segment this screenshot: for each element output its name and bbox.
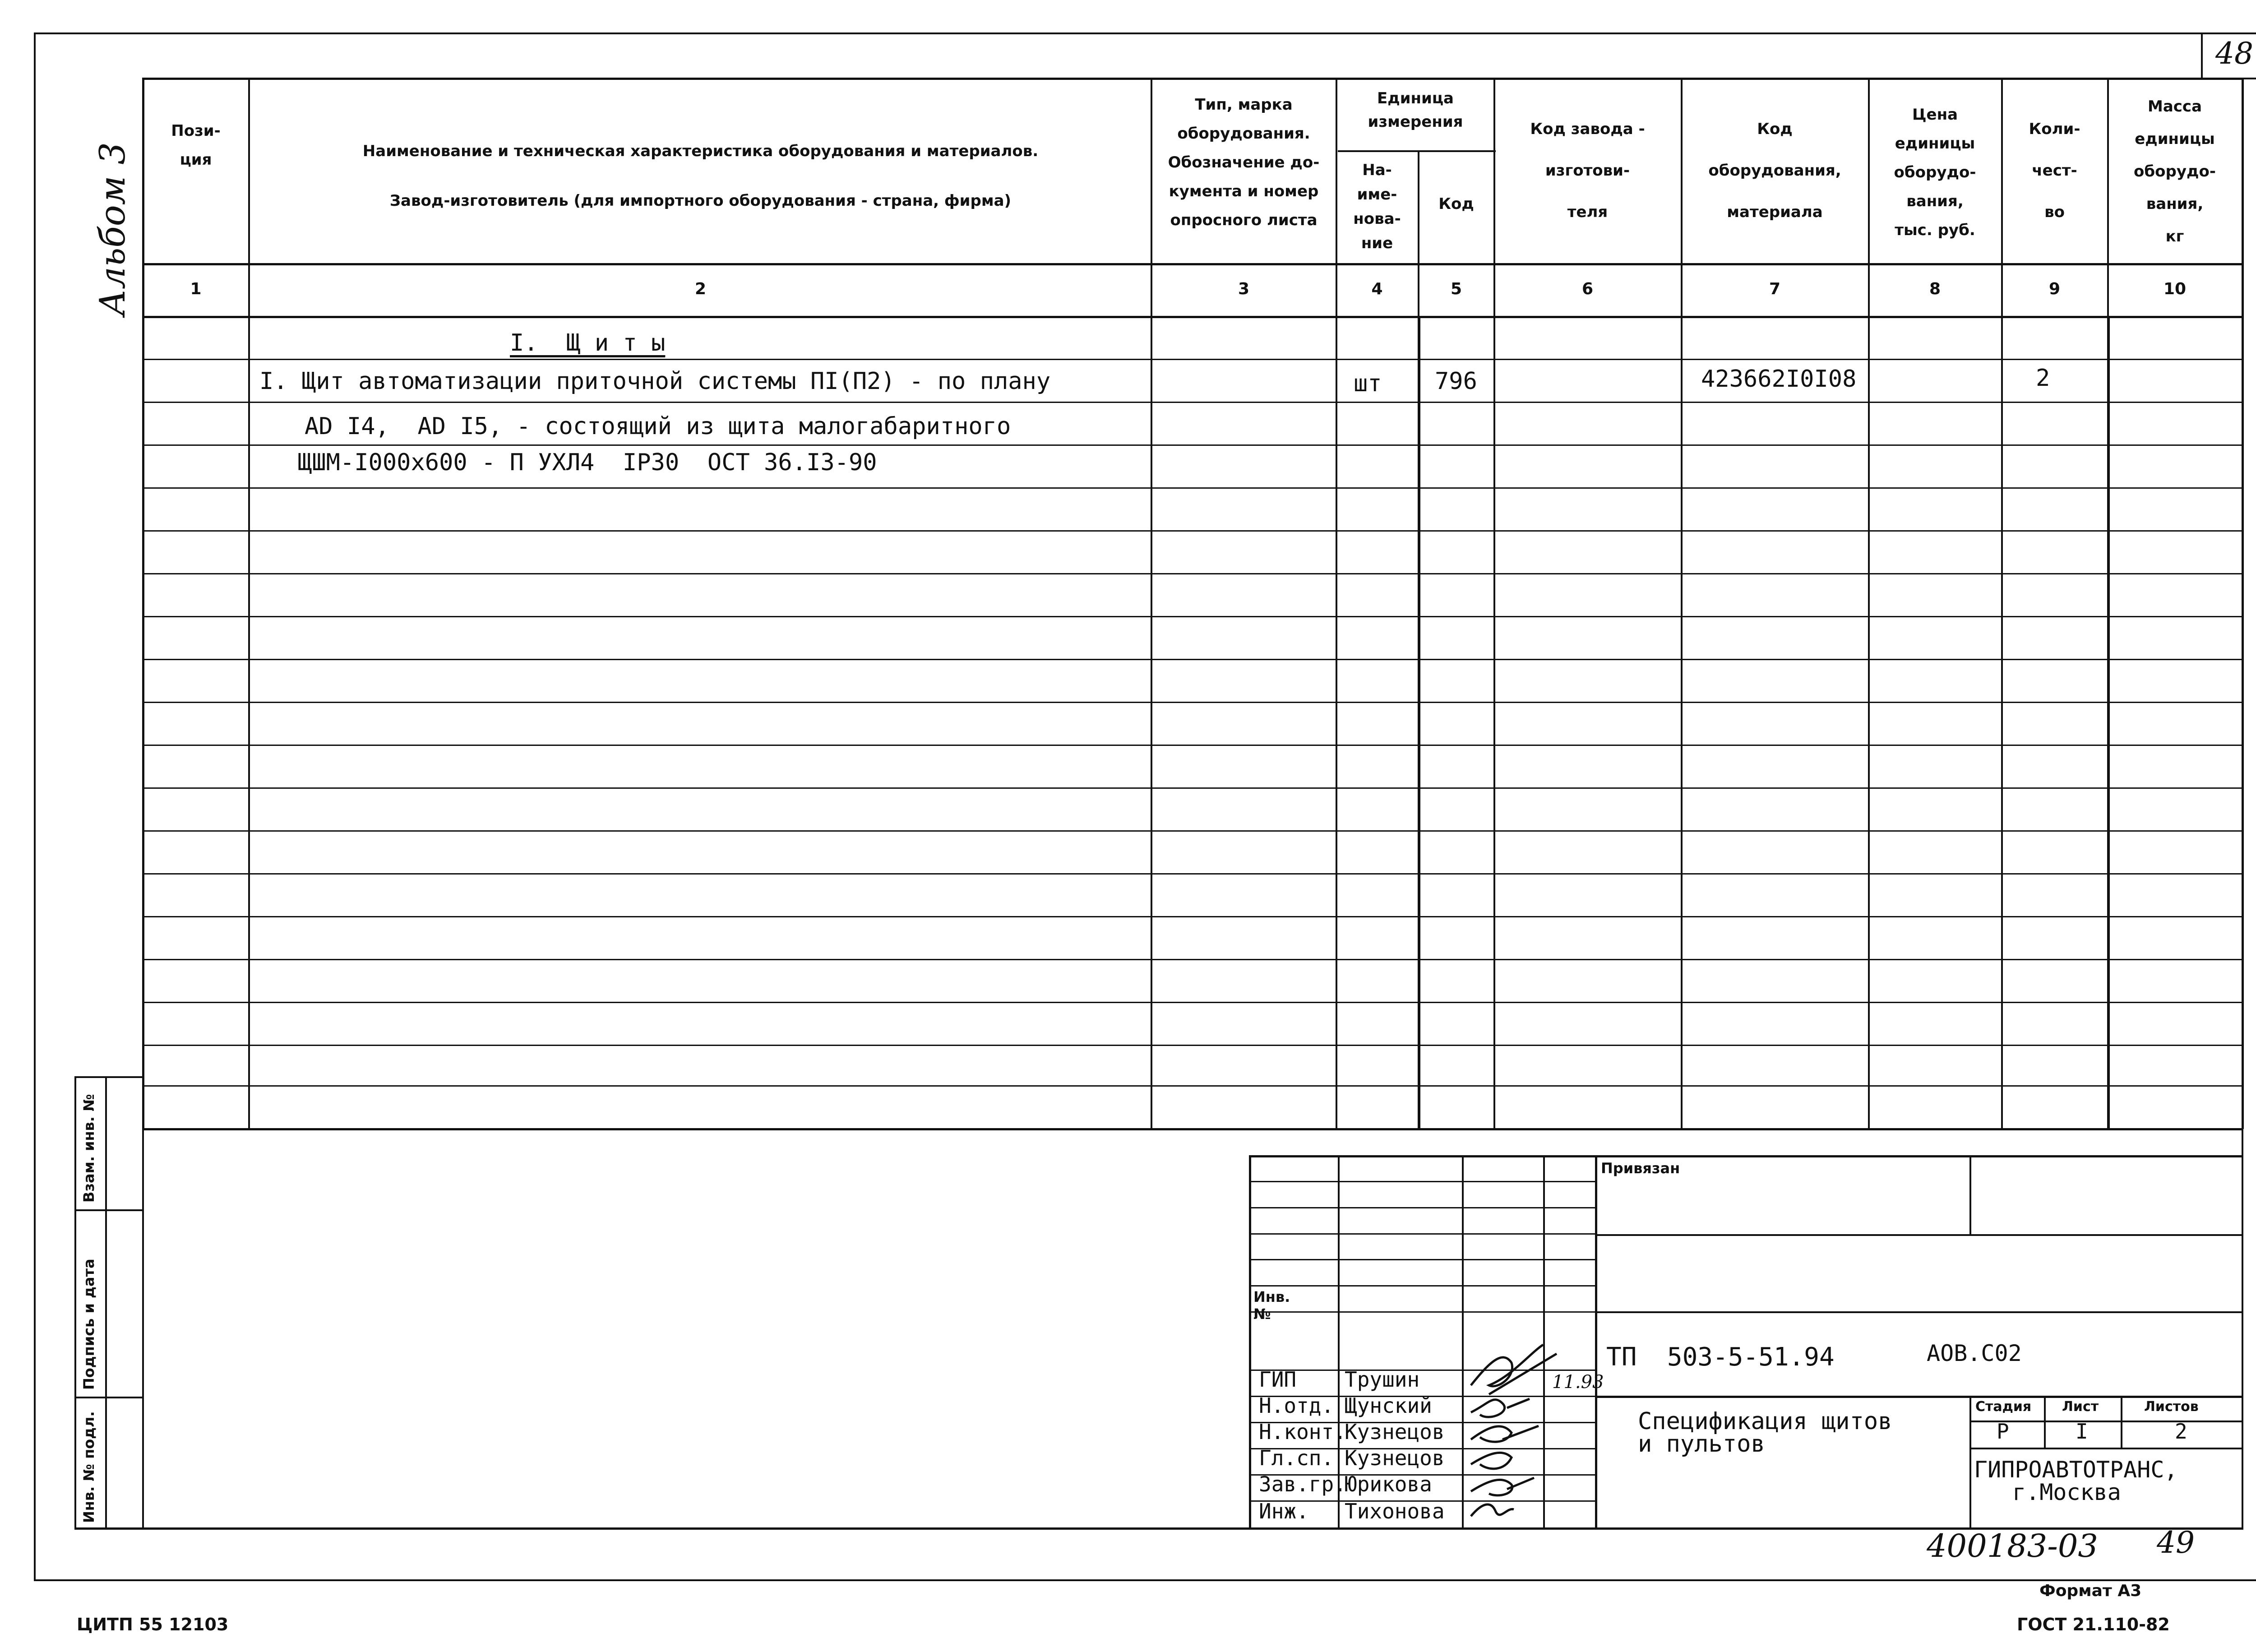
col6-header: Код завода - изготови- теля [1530, 120, 1645, 221]
format-label: Формат А3 [2039, 1582, 2142, 1600]
page-number-box-left [2201, 32, 2203, 79]
inv-no-label: Инв. № [1253, 1288, 1290, 1323]
stamp-podpis-data: Подпись и дата [80, 1259, 97, 1390]
col8-header: Цена единицы оборудо- вания, тыс. руб. [1894, 106, 1976, 239]
page-number: 48 [2215, 36, 2253, 71]
col4-header: На- име- нова- ние [1353, 161, 1401, 252]
sig-name-6: Тихонова [1345, 1499, 1445, 1523]
item-line-3: ЩШМ-I000х600 - П УХЛ4 IP30 ОСТ 36.I3-90 [298, 449, 877, 476]
sig-role-2: Н.отд. [1259, 1393, 1334, 1418]
section-title: I. Щ и т ы [510, 329, 666, 356]
col-number-10: 10 [2163, 280, 2187, 298]
col-number-5: 5 [1450, 280, 1462, 298]
privyazan-label: Привязан [1601, 1160, 1680, 1177]
signature-scribbles [1462, 1336, 1597, 1525]
sheets-label: Листов [2144, 1399, 2199, 1415]
sig-role-3: Н.конт. [1259, 1420, 1346, 1444]
unit-group-header: Единица измерения [1368, 89, 1463, 131]
sig-name-4: Кузнецов [1345, 1446, 1445, 1470]
equipment-code: 423662I0I08 [1701, 366, 1857, 393]
bottom-area-top [142, 1128, 2243, 1130]
sheet-value: I [2076, 1419, 2088, 1444]
col2-header: Наименование и техническая характеристика оборудования и материалов. Завод-изготовитель (для импортного оборудования - страна, фирма) [362, 142, 1039, 210]
unit-code: 796 [1435, 368, 1477, 395]
col-number-7: 7 [1769, 280, 1781, 298]
bottom-area-left [142, 1128, 144, 1528]
bottom-left-code: ЦИТП 55 12103 [77, 1615, 229, 1634]
handwritten-page: 49 [2157, 1525, 2195, 1560]
bottom-area-right [2242, 1128, 2243, 1528]
item-line-2: AD I4, AD I5, - состоящий из щита малогабаритного [305, 413, 1011, 440]
stage-label: Стадия [1975, 1399, 2032, 1415]
frame-bottom [34, 1579, 2256, 1581]
col5-header: Код [1438, 195, 1474, 213]
col-number-3: 3 [1238, 280, 1250, 298]
frame-top [34, 32, 2256, 34]
sig-role-6: Инж. [1259, 1499, 1309, 1523]
stamp-vzam-inv: Взам. инв. № [80, 1094, 97, 1203]
sig-name-2: Щунский [1345, 1393, 1432, 1418]
title-line-2: и пультов [1638, 1430, 1765, 1458]
col-number-4: 4 [1371, 280, 1383, 298]
sheets-value: 2 [2175, 1419, 2187, 1444]
sig-role-5: Зав.гр. [1259, 1472, 1346, 1496]
col3-header: Тип, марка оборудования. Обозначение до- кумента и номер опросного листа [1168, 96, 1320, 229]
sig-role-1: ГИП [1259, 1367, 1297, 1392]
sheet-label: Лист [2062, 1399, 2099, 1415]
frame-left [34, 32, 36, 1580]
stamp-inv-podl: Инв. № подл. [80, 1411, 97, 1523]
quantity: 2 [2036, 365, 2050, 392]
col7-header: Код оборудования, материала [1708, 120, 1841, 221]
bottom-right-gost: ГОСТ 21.110-82 [2017, 1615, 2170, 1634]
sig-name-3: Кузнецов [1345, 1420, 1445, 1444]
handwritten-number: 400183-03 [1927, 1527, 2098, 1564]
sig-name-1: Трушин [1345, 1367, 1420, 1392]
col10-header: Масса единицы оборудо- вания, кг [2134, 97, 2216, 245]
unit-name: шт [1354, 370, 1382, 397]
doc-suffix: АОВ.С02 [1927, 1340, 2022, 1366]
col1-header: Пози- ция [171, 122, 221, 169]
org-line-2: г.Москва [2012, 1479, 2121, 1505]
album-label: Альбом 3 [92, 142, 133, 316]
col-number-9: 9 [2048, 280, 2061, 298]
col9-header: Коли- чест- во [2029, 120, 2080, 221]
sig-name-5: Юрикова [1345, 1472, 1432, 1496]
stage-value: Р [1997, 1419, 2009, 1444]
col-number-6: 6 [1581, 280, 1594, 298]
col-number-1: 1 [190, 280, 202, 298]
sig-role-4: Гл.сп. [1259, 1446, 1334, 1470]
item-line-1: I. Щит автоматизации приточной системы ПI(П2) - по плану [259, 368, 1051, 395]
col-number-2: 2 [694, 280, 707, 298]
doc-code: ТП 503-5-51.94 [1606, 1342, 1835, 1372]
title-line-1: Спецификация щитов [1638, 1408, 1892, 1435]
bottom-area-bottom [74, 1527, 2243, 1530]
sign-date: 11.93 [1552, 1372, 1604, 1393]
col-number-8: 8 [1929, 280, 1941, 298]
org-line-1: ГИПРОАВТОТРАНС, [1974, 1457, 2178, 1483]
